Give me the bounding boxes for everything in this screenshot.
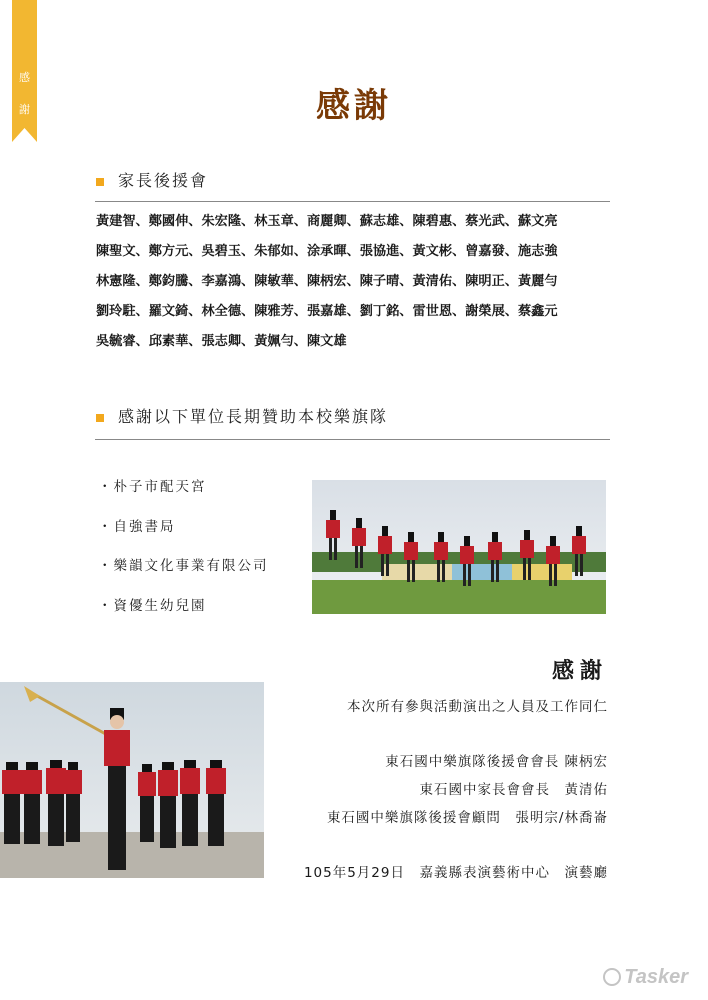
event-date-venue: 105年5月29日 嘉義縣表演藝術中心 演藝廳	[303, 865, 608, 881]
band-jump-photo	[312, 480, 606, 614]
page-title: 感謝	[316, 86, 392, 126]
thanks-line-support-chair: 東石國中樂旗隊後援會會長 陳柄宏	[385, 754, 608, 770]
parent-names-list	[96, 207, 616, 357]
names-line: 黃建智、鄭國伸、朱宏隆、林玉章、商麗卿、蘇志雄、陳碧惠、蔡光武、蘇文亮	[96, 214, 558, 229]
sponsor-item: ・自強書局	[98, 518, 176, 535]
section-heading-sponsors	[96, 404, 388, 427]
marching-band-photo	[0, 682, 264, 878]
side-tab-char-1: 感	[19, 71, 30, 84]
divider	[95, 201, 610, 202]
names-line: 陳聖文、鄭方元、吳碧玉、朱郁如、涂承暉、張協進、黃文彬、曾嘉發、施志強	[96, 244, 558, 259]
names-line: 吳毓睿、邱素華、張志卿、黃姵勻、陳文雄	[96, 334, 347, 349]
names-line: 林憲隆、鄭鈞騰、李嘉鴻、陳敏華、陳柄宏、陳子晴、黃清佑、陳明正、黃麗勻	[96, 274, 558, 289]
sponsor-item: ・朴子市配天宮	[98, 479, 207, 495]
section-heading-parents	[96, 168, 208, 191]
thanks-line-advisors: 東石國中樂旗隊後援會顧問 張明宗/林喬崙	[326, 810, 608, 826]
tasker-watermark	[603, 966, 688, 989]
sponsor-list	[98, 474, 269, 632]
section-heading-parents-text: 家長後援會	[118, 171, 209, 190]
side-tab-char-2: 謝	[19, 103, 30, 116]
square-bullet-icon	[96, 178, 104, 186]
sponsor-item: ・樂韻文化事業有限公司	[98, 558, 269, 574]
names-line: 劉玲駐、羅文錡、林全德、陳雅芳、張嘉雄、劉丁銘、雷世恩、謝榮展、蔡鑫元	[96, 304, 558, 319]
square-bullet-icon	[96, 414, 104, 422]
watermark-text: Tasker	[624, 966, 688, 988]
thanks-line-staff: 本次所有參與活動演出之人員及工作同仁	[347, 699, 608, 715]
thanks-line-parents-chair: 東石國中家長會會長 黃清佑	[419, 782, 608, 798]
divider	[95, 439, 610, 440]
section-heading-sponsors-text: 感謝以下單位長期贊助本校樂旗隊	[118, 407, 389, 426]
tasker-logo-icon	[603, 968, 621, 986]
thanks-title: 感謝	[551, 659, 608, 684]
sponsor-item: ・資優生幼兒園	[98, 597, 207, 614]
